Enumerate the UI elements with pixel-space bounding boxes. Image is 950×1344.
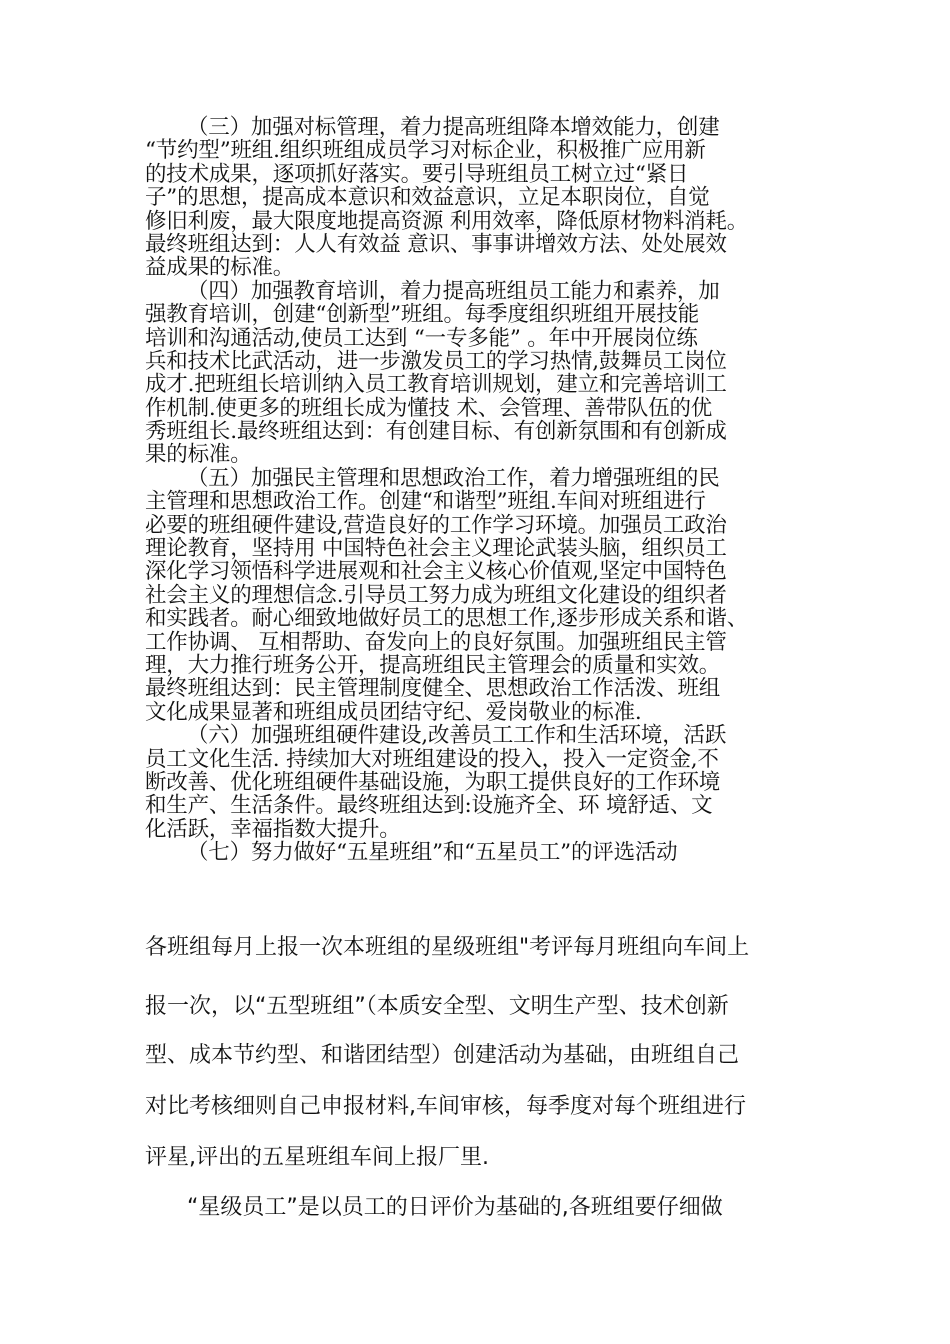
paragraph-4-line: 秀班组长.最终班组达到：有创建目标、有创新氛围和有创新成	[145, 419, 727, 445]
paragraph-6-line: 员工文化生活. 持续加大对班组建设的投入，投入一定资金,不	[145, 746, 719, 772]
paragraph-3-line: 修旧利废，最大限度地提高资源 利用效率，降低原材物料消耗。	[145, 208, 749, 234]
paragraph-5-line: 主管理和思想政治工作。创建“和谐型”班组.车间对班组进行	[145, 489, 706, 515]
paragraph-5-line: 最终班组达到：民主管理制度健全、思想政治工作活泼、班组	[145, 676, 721, 702]
paragraph-3-line: 子”的思想，提高成本意识和效益意识，立足本职岗位，自觉	[145, 185, 710, 211]
paragraph-3-line: （三）加强对标管理，着力提高班组降本增效能力，创建	[187, 115, 720, 140]
paragraph-7-line: 报一次，以“五型班组”（本质安全型、文明生产型、技术创新	[145, 994, 729, 1019]
paragraph-6-line: （六）加强班组硬件建设,改善员工工作和生活环境，活跃	[187, 723, 727, 749]
paragraph-8-line: “星级员工”是以员工的日评价为基础的,各班组要仔细做	[187, 1195, 723, 1220]
paragraph-4-line: （四）加强教育培训，着力提高班组员工能力和素养，加	[187, 278, 720, 304]
paragraph-4-line: 强教育培训，创建“创新型”班组。每季度组织班组开展技能	[145, 302, 700, 328]
paragraph-5-line: 必要的班组硬件建设,营造良好的工作学习环境。加强员工政治	[145, 512, 727, 538]
paragraph-4-line: 果的标准。	[145, 442, 252, 468]
paragraph-5-line: 社会主义的理想信念.引导员工努力成为班组文化建设的组织者	[145, 582, 727, 608]
paragraph-3-line: 最终班组达到：人人有效益 意识、事事讲增效方法、处处展效	[145, 231, 727, 257]
paragraph-3-line: “节约型”班组.组织班组成员学习对标企业，积极推广应用新	[145, 138, 706, 164]
document-body-serif	[145, 116, 825, 865]
paragraph-5-line: （五）加强民主管理和思想政治工作，着力增强班组的民	[187, 465, 720, 491]
paragraph-5-line: 深化学习领悟科学进展观和社会主义核心价值观,坚定中国特色	[145, 559, 727, 585]
paragraph-3-line: 的技术成果，逐项抓好落实。要引导班组员工树立过“紧日	[145, 161, 689, 187]
paragraph-7-line: 型、成本节约型、和谐团结型）创建活动为基础，由班组自己	[145, 1043, 740, 1068]
paragraph-5-line: 和实践者。耐心细致地做好员工的思想工作,逐步形成关系和谐、	[145, 606, 749, 632]
paragraph-7-line: 各班组每月上报一次本班组的星级班组"考评每月班组向车间上	[145, 935, 750, 960]
paragraph-4-line: 培训和沟通活动,使员工达到 “一专多能” 。年中开展岗位练	[145, 325, 698, 351]
paragraph-7-heading: （七）努力做好“五星班组”和“五星员工”的评选活动	[187, 840, 678, 866]
paragraph-5-line: 理论教育，坚持用 中国特色社会主义理论武装头脑，组织员工	[145, 536, 727, 562]
paragraph-4-line: 成才.把班组长培训纳入员工教育培训规划，建立和完善培训工	[145, 372, 727, 398]
paragraph-4-line: 作机制.使更多的班组长成为懂技 术、会管理、善带队伍的优	[145, 395, 713, 421]
paragraph-6-line: 断改善、优化班组硬件基础设施，为职工提供良好的工作环境	[145, 769, 721, 795]
paragraph-5-line: 工作协调、 互相帮助、奋发向上的良好氛围。加强班组民主管	[145, 629, 727, 655]
paragraph-6-line: 化活跃，幸福指数大提升。	[145, 816, 401, 842]
paragraph-7-line: 对比考核细则自己申报材料,车间审核，每季度对每个班组进行	[145, 1094, 746, 1119]
paragraph-4-line: 兵和技术比武活动，进一步激发员工的学习热情,鼓舞员工岗位	[145, 348, 727, 374]
paragraph-5-line: 文化成果显著和班组成员团结守纪、爱岗敬业的标准.	[145, 699, 642, 725]
paragraph-7-line: 评星,评出的五星班组车间上报厂里.	[145, 1145, 489, 1170]
paragraph-3-line: 益成果的标准。	[145, 255, 295, 281]
paragraph-5-line: 理，大力推行班务公开，提高班组民主管理会的质量和实效。	[145, 652, 721, 678]
paragraph-6-line: 和生产、生活条件。最终班组达到:设施齐全、环 境舒适、文	[145, 793, 713, 819]
